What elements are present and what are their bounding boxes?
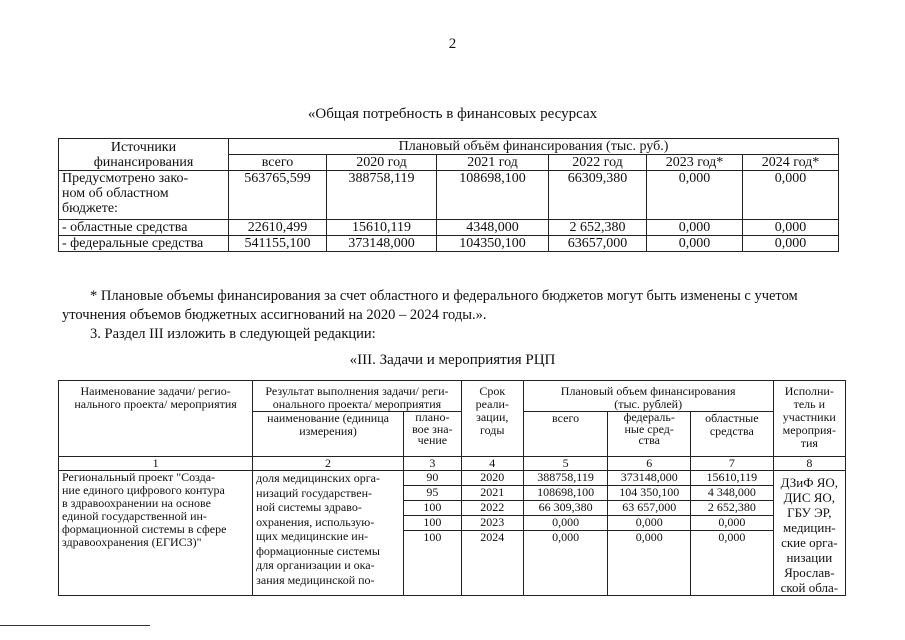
regional-value: 0,000: [691, 516, 773, 531]
text-line: Региональный проект "Созда-: [62, 470, 216, 484]
header-line: наименование (единица: [267, 411, 389, 425]
finance-table: [58, 138, 839, 252]
header-line: ства: [638, 433, 660, 447]
header-line: онального проекта/ мероприятия: [272, 397, 442, 411]
header-line: Срок: [479, 384, 506, 398]
text-line: для организации и ока-: [256, 558, 375, 572]
federal-value: 63 657,000: [608, 501, 690, 516]
cell-value: 563765,599: [229, 171, 327, 220]
page-number: 2: [448, 36, 457, 52]
row-label: - федеральные средства: [59, 236, 229, 252]
federal-value: 0,000: [635, 530, 663, 544]
executor: [773, 471, 845, 596]
text-line: Ярослав-: [784, 565, 835, 580]
cell-value: 0,000: [647, 236, 743, 252]
regional-value: 0,000: [718, 530, 746, 544]
cell-value: 104350,100: [437, 236, 549, 252]
federal-value: 373148,000: [608, 471, 690, 486]
header-line: мероприя-: [782, 423, 836, 437]
header-line: участники: [782, 410, 836, 424]
year-value: 2024: [480, 530, 505, 544]
year-value: 2022: [462, 501, 523, 516]
plan-value: 100: [423, 530, 442, 544]
cell-value: 0,000: [743, 236, 839, 252]
cell-value: 66309,380: [549, 171, 647, 220]
finance-header-row: [59, 139, 839, 155]
header-result: [253, 381, 462, 412]
cell-value: 373148,000: [327, 236, 437, 252]
cell-value: 22610,499: [229, 220, 327, 236]
header-line: тия: [800, 436, 818, 450]
header-executor: [773, 381, 845, 457]
col-2024: 2024 год*: [743, 155, 839, 171]
label-line: бюджете:: [62, 201, 118, 216]
col-2020: 2020 год: [327, 155, 437, 171]
text-line: ние единого цифрового контура: [62, 483, 225, 497]
header-line: Результат выполнения задачи/ реги-: [265, 384, 449, 398]
plan-value: 95: [404, 486, 461, 501]
header-sources: Источники финансирования: [59, 139, 229, 171]
regional-value: 4 348,000: [691, 486, 773, 501]
header-line: измерения): [299, 424, 357, 438]
col-2022: 2022 год: [549, 155, 647, 171]
header-plan-value: [403, 412, 461, 457]
text-line: формационные системы: [256, 543, 380, 558]
text-line: в здравоохранении на основе: [62, 496, 211, 510]
cell-value: 0,000: [743, 171, 839, 220]
year-value: 2021: [462, 486, 523, 501]
header-line: областные: [705, 411, 759, 425]
total-value: 108698,100: [524, 486, 608, 501]
cell-value: 541155,100: [229, 236, 327, 252]
text-line: охранения, использую-: [256, 514, 375, 529]
header-plan: Плановый объём финансирования (тыс. руб.): [229, 139, 839, 155]
row-label: [59, 171, 229, 220]
header-line: Исполни-: [784, 384, 834, 398]
header-line: реали-: [475, 397, 509, 411]
tasks-header-row: [59, 381, 846, 412]
header-line: (тыс. рублей): [614, 397, 683, 411]
plan-value: 100: [404, 501, 461, 516]
column-number: 5: [523, 457, 608, 471]
total-value: 0,000: [552, 530, 580, 544]
tasks-table: [58, 380, 846, 596]
result-indicator: [253, 471, 404, 596]
text-line: ной системы здраво-: [256, 500, 362, 514]
header-regional: [691, 412, 774, 457]
year-value: 2020: [462, 471, 523, 486]
total-values: [523, 471, 608, 596]
column-numbers-row: [59, 457, 846, 471]
header-line: плано-: [415, 410, 450, 424]
column-number: 2: [253, 457, 404, 471]
cell-value: 15610,119: [327, 220, 437, 236]
federal-values: [608, 471, 691, 596]
cell-value: 63657,000: [549, 236, 647, 252]
table-row: [59, 220, 839, 236]
label-line: ном об областном: [62, 186, 169, 201]
project-name: [59, 471, 253, 596]
table-row: [59, 236, 839, 252]
header-line: федераль-: [623, 410, 675, 424]
col-total: всего: [229, 155, 327, 171]
header-line: вое зна-: [412, 421, 453, 436]
header-line: Наименование задачи/ регио-: [80, 384, 231, 398]
tasks-title: «III. Задачи и мероприятия РЦП: [349, 352, 556, 368]
text-line: зания медицинской по-: [256, 572, 375, 587]
header-plan-funding: [523, 381, 773, 412]
column-number: 8: [773, 457, 845, 471]
footer-rule: [0, 625, 150, 626]
cell-value: 0,000: [647, 220, 743, 236]
col-2023: 2023 год*: [647, 155, 743, 171]
funding-note: * Плановые объемы финансирования за счет областного и федерального бюджетов могут быть изменены с учетом уточнения объемов бюджетных ассигнований на 2020 – 2024 годы.».: [62, 288, 798, 323]
header-line: тель и: [793, 397, 826, 411]
column-number: 6: [608, 457, 691, 471]
header-task-name: [59, 381, 253, 457]
text-line: доля медицинских орга-: [256, 471, 380, 485]
cell-value: 4348,000: [437, 220, 549, 236]
table-row: [59, 471, 846, 596]
header-line: зации,: [476, 410, 509, 424]
label-line: Предусмотрено зако-: [62, 171, 189, 186]
header-line: чение: [417, 433, 448, 447]
total-value: 388758,119: [524, 471, 608, 486]
cell-value: 108698,100: [437, 171, 549, 220]
regional-value: 15610,119: [691, 471, 773, 486]
years: [461, 471, 523, 596]
plan-values: [403, 471, 461, 596]
text-line: щих медицинские ин-: [256, 529, 369, 543]
column-number: 1: [59, 457, 253, 471]
federal-value: 104 350,100: [608, 486, 690, 501]
column-number: 4: [461, 457, 523, 471]
regional-values: [691, 471, 774, 596]
federal-value: 0,000: [608, 516, 690, 531]
row-label: - областные средства: [59, 220, 229, 236]
total-value: 66 309,380: [524, 501, 608, 516]
header-line: нального проекта/ мероприятия: [74, 397, 237, 411]
finance-title: «Общая потребность в финансовых ресурсах: [307, 106, 598, 122]
table-row: [59, 171, 839, 220]
header-line: Плановый объем финансирования: [560, 384, 736, 398]
text-line: формационной системы в сфере: [62, 522, 227, 536]
header-period: [461, 381, 523, 457]
cell-value: 388758,119: [327, 171, 437, 220]
cell-value: 0,000: [647, 171, 743, 220]
text-line: ГБУ ЭР,: [787, 505, 832, 520]
header-line: ные сред-: [624, 421, 674, 436]
section-change-text: 3. Раздел III изложить в следующей редакции:: [90, 326, 376, 342]
text-line: единой государственной ин-: [62, 509, 207, 523]
text-line: низаций государствен-: [256, 485, 373, 500]
text-line: низации: [786, 550, 833, 565]
col-2021: 2021 год: [437, 155, 549, 171]
header-federal: [608, 412, 691, 457]
plan-value: 100: [404, 516, 461, 531]
header-line: средства: [709, 424, 754, 438]
column-number: 3: [403, 457, 461, 471]
header-line: годы: [480, 423, 505, 437]
text-line: ДЗиФ ЯО,: [780, 475, 839, 490]
regional-value: 2 652,380: [691, 501, 773, 516]
plan-value: 90: [404, 471, 461, 486]
header-indicator-name: [253, 412, 404, 457]
total-value: 0,000: [524, 516, 608, 531]
text-line: медицин-: [783, 520, 836, 535]
text-line: ской обла-: [780, 580, 839, 595]
text-line: ДИС ЯО,: [783, 490, 836, 505]
cell-value: 2 652,380: [549, 220, 647, 236]
text-line: здравоохранения (ЕГИСЗ)": [62, 535, 202, 549]
text-line: ские орга-: [781, 535, 838, 550]
cell-value: 0,000: [743, 220, 839, 236]
year-value: 2023: [462, 516, 523, 531]
header-total: всего: [523, 412, 608, 457]
column-number: 7: [691, 457, 774, 471]
